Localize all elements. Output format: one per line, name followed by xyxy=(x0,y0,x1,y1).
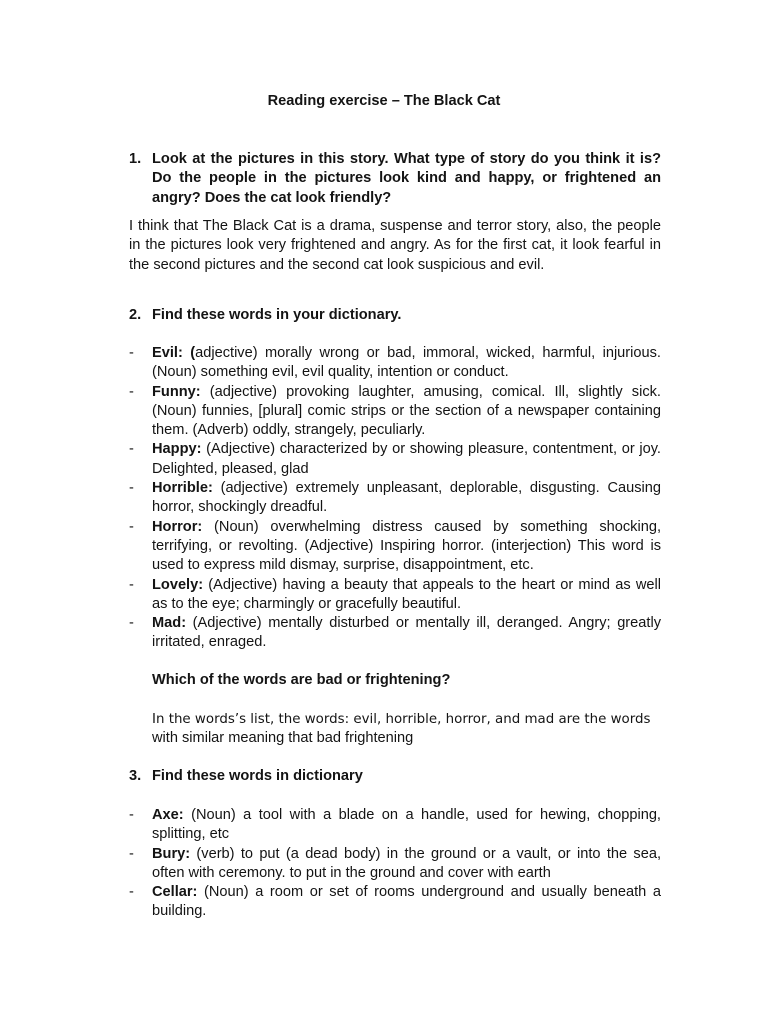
question-2 xyxy=(129,306,661,325)
sub-answer xyxy=(152,710,661,749)
definition-term: Mad: xyxy=(152,615,187,632)
list-dash: - xyxy=(129,884,134,901)
definition-term: Horrible: xyxy=(152,480,213,497)
definition-term: Lovely: xyxy=(152,576,204,593)
list-item xyxy=(129,383,661,441)
list-dash: - xyxy=(129,441,134,458)
answer-1: I think that The Black Cat is a drama, suspense and terror story, also, the people in the pictures look very frightened and angry. As for the first cat, it look fearful in the second pictures and the second cat look suspicious and evil. xyxy=(129,218,661,273)
question-text: Look at the pictures in this story. What type of story do you think it is? Do the people in the pictures look kind and happy, or frightened an angry? Does the cat look friendly? xyxy=(152,151,661,206)
definition-list-3 xyxy=(129,806,661,922)
definition-text: (Noun) a room or set of rooms underground and usually beneath a building. xyxy=(152,884,661,920)
question-1 xyxy=(129,150,661,208)
question-text: Find these words in dictionary xyxy=(152,768,363,784)
definition-text: (Adjective) mentally disturbed or mentally ill, deranged. Angry; greatly irritated, enraged. xyxy=(152,615,661,651)
sub-answer-line: with similar meaning that bad frightening xyxy=(152,730,414,747)
definition-term: Axe: xyxy=(152,807,184,823)
definition-term: Evil: ( xyxy=(152,345,196,361)
definition-term: Bury: xyxy=(152,845,191,862)
sub-question: Which of the words are bad or frightening? xyxy=(152,672,451,688)
definition-text: (adjective) extremely unpleasant, deplorable, disgusting. Causing horror, shockingly dreadful. xyxy=(152,480,661,516)
definition-term: Funny: xyxy=(152,383,201,400)
list-dash: - xyxy=(129,845,134,862)
question-number: 2. xyxy=(129,307,142,323)
list-dash: - xyxy=(129,480,134,497)
question-number: 3. xyxy=(129,768,142,784)
definition-term: Cellar: xyxy=(152,884,198,901)
definition-list-2 xyxy=(129,344,661,653)
list-item xyxy=(129,518,661,576)
definition-text: (Adjective) having a beauty that appeals to the heart or mind as well as to the eye; charmingly or gracefully beautiful. xyxy=(152,576,661,612)
definition-text: (Noun) overwhelming distress caused by something shocking, terrifying, or revolting. (Adjective) Inspiring horror. (interjection) This word is used to express mild dismay, surprise, disappointment, etc. xyxy=(152,518,661,574)
question-number: 1. xyxy=(129,151,142,167)
definition-text: adjective) morally wrong or bad, immoral, wicked, harmful, injurious. (Noun) something evil, evil quality, intention or conduct. xyxy=(152,345,661,381)
definition-text: (Adjective) characterized by or showing pleasure, contentment, or joy. Delighted, pleased, glad xyxy=(152,441,661,477)
list-dash: - xyxy=(129,615,134,632)
list-dash: - xyxy=(129,518,134,535)
definition-term: Happy: xyxy=(152,441,202,458)
sub-answer-line: In the words’s list, the words: evil, horrible, horror, and mad are the words xyxy=(152,712,651,727)
list-item xyxy=(129,576,661,615)
question-text: Find these words in your dictionary. xyxy=(152,307,402,323)
list-dash: - xyxy=(129,807,134,823)
document-title: Reading exercise – The Black Cat xyxy=(267,93,501,109)
definition-term: Horror: xyxy=(152,518,203,535)
list-item xyxy=(129,479,661,518)
list-dash: - xyxy=(129,383,134,400)
definition-text: (verb) to put (a dead body) in the ground or a vault, or into the sea, often with ceremony. to put in the ground and cover with earth xyxy=(152,845,661,881)
definition-text: (adjective) provoking laughter, amusing, comical. Ill, slightly sick. (Noun) funnies, [plural] comic strips or the section of a newspaper containing them. (Adverb) oddly, strangely, peculiarly. xyxy=(152,383,661,439)
list-item xyxy=(129,344,661,383)
list-dash: - xyxy=(129,345,134,361)
list-item xyxy=(129,883,661,922)
definition-text: (Noun) a tool with a blade on a handle, used for hewing, chopping, splitting, etc xyxy=(152,807,661,843)
list-item xyxy=(129,440,661,479)
list-dash: - xyxy=(129,576,134,593)
list-item xyxy=(129,845,661,884)
list-item xyxy=(129,614,661,653)
question-3 xyxy=(129,767,661,786)
list-item xyxy=(129,806,661,845)
